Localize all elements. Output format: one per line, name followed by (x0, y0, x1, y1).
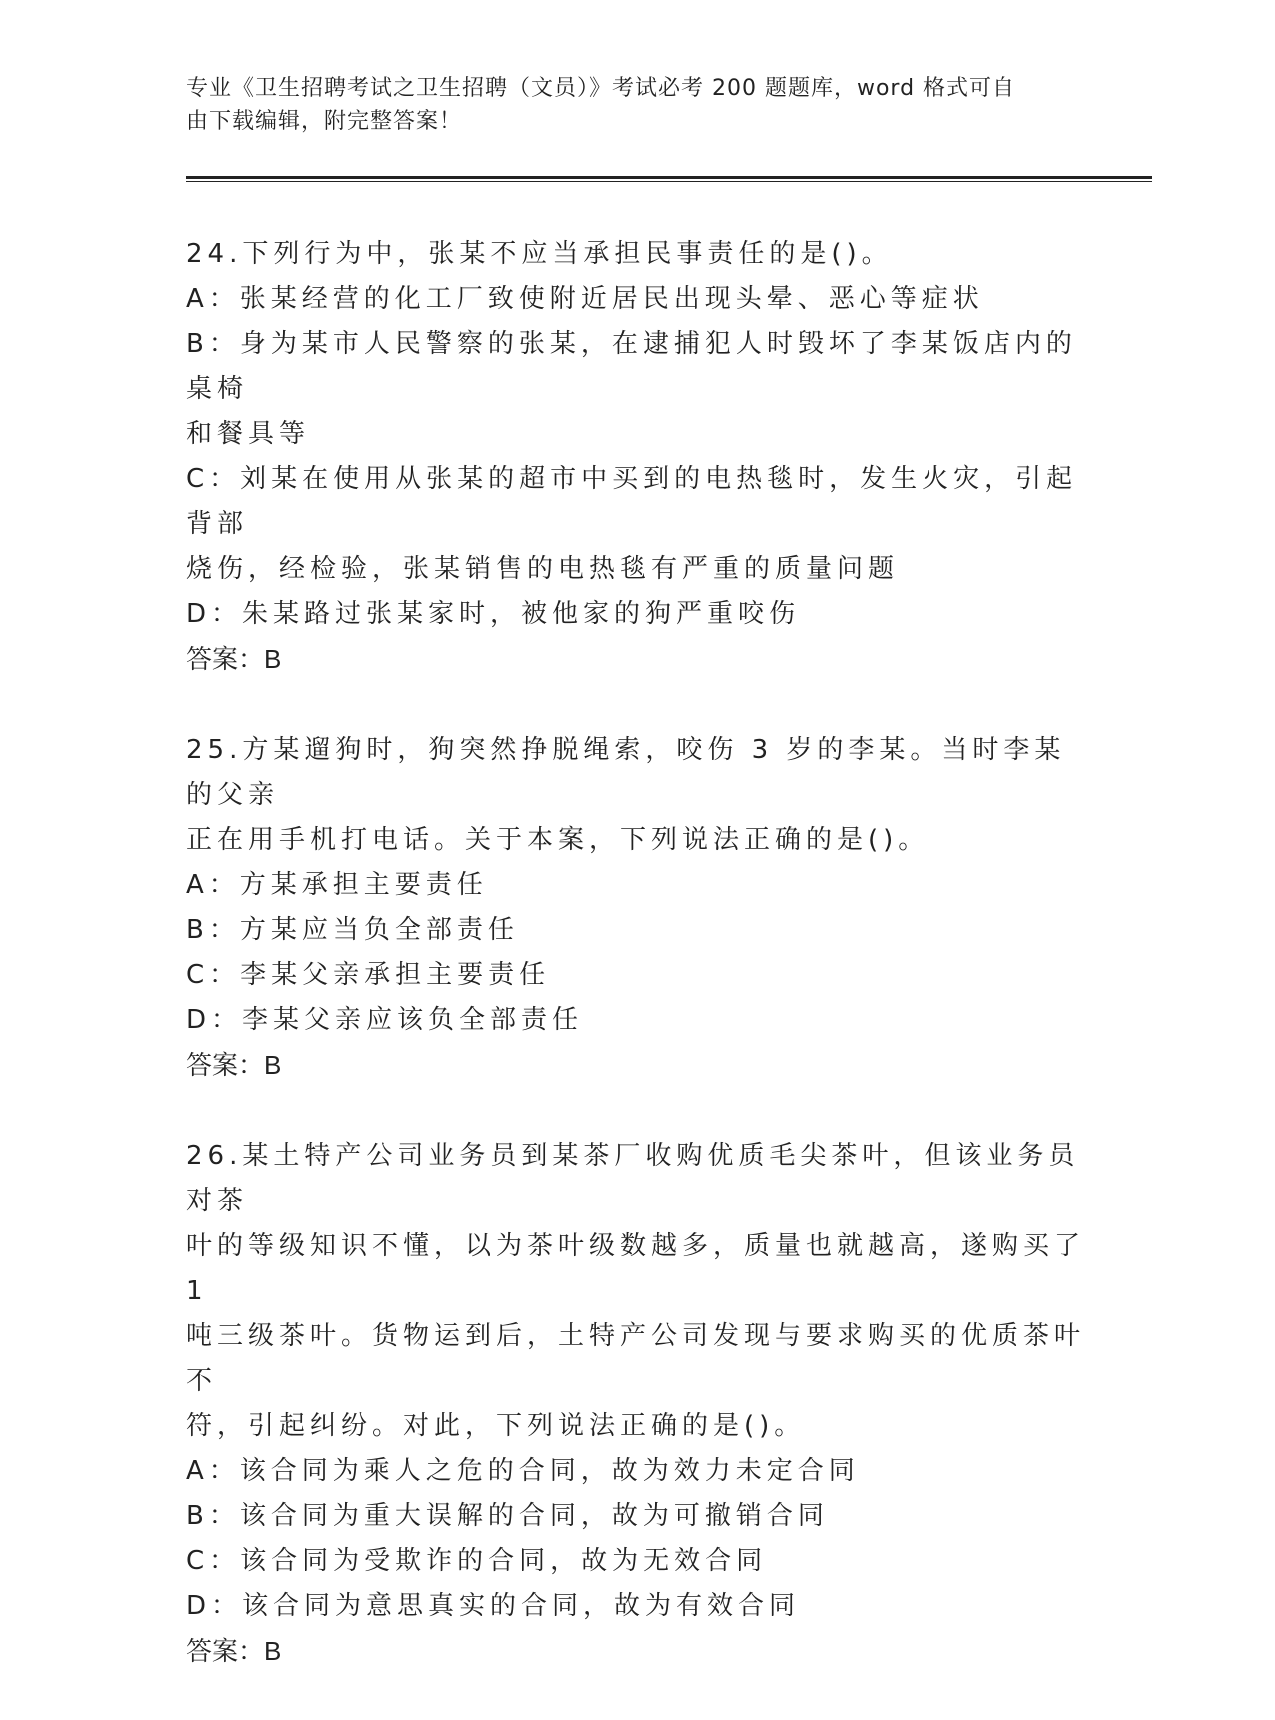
option-b: B：方某应当负全部责任 (186, 915, 519, 945)
header-line-2: 由下载编辑，附完整答案！ (186, 109, 463, 134)
header-divider-thick (186, 176, 1152, 179)
option-a: A：方某承担主要责任 (186, 870, 488, 900)
option-c: C：李某父亲承担主要责任 (186, 960, 551, 990)
question-24 (186, 232, 1086, 682)
question-stem-line: 吨三级茶叶。货物运到后，土特产公司发现与要求购买的优质茶叶不 (186, 1321, 1086, 1396)
option-c: C：刘某在使用从张某的超市中买到的电热毯时，发生火灾，引起背部 (186, 464, 1078, 539)
question-stem-line: 符，引起纠纷。对此，下列说法正确的是()。 (186, 1411, 806, 1441)
option-d: D：该合同为意思真实的合同，故为有效合同 (186, 1591, 801, 1621)
option-b-continued: 和餐具等 (186, 419, 311, 449)
option-c: C：该合同为受欺诈的合同，故为无效合同 (186, 1546, 768, 1576)
option-d: D：朱某路过张某家时，被他家的狗严重咬伤 (186, 599, 801, 629)
question-stem-line: 26.某土特产公司业务员到某茶厂收购优质毛尖茶叶，但该业务员对茶 (186, 1141, 1080, 1216)
answer-label: 答案：B (186, 644, 282, 674)
page-header (186, 72, 1066, 138)
question-26 (186, 1134, 1086, 1674)
option-c-continued: 烧伤，经检验，张某销售的电热毯有严重的质量问题 (186, 554, 900, 584)
question-stem-line: 25.方某遛狗时，狗突然挣脱绳索，咬伤 3 岁的李某。当时李某的父亲 (186, 735, 1066, 810)
answer-label: 答案：B (186, 1050, 282, 1080)
header-divider-thin (186, 181, 1152, 182)
answer-label: 答案：B (186, 1636, 282, 1666)
header-line-1: 专业《卫生招聘考试之卫生招聘（文员）》考试必考 200 题题库，word 格式可自 (186, 76, 1016, 101)
question-stem-line: 正在用手机打电话。关于本案，下列说法正确的是()。 (186, 825, 930, 855)
option-b: B：该合同为重大误解的合同，故为可撤销合同 (186, 1501, 829, 1531)
option-b: B：身为某市人民警察的张某，在逮捕犯人时毁坏了李某饭店内的桌椅 (186, 329, 1077, 404)
question-list (186, 232, 1086, 1720)
option-a: A：张某经营的化工厂致使附近居民出现头晕、恶心等症状 (186, 284, 984, 314)
question-stem-line: 叶的等级知识不懂，以为茶叶级数越多，质量也就越高，遂购买了 1 (186, 1231, 1086, 1306)
question-stem-line: 24.下列行为中，张某不应当承担民事责任的是()。 (186, 239, 893, 269)
option-d: D：李某父亲应该负全部责任 (186, 1005, 584, 1035)
question-25 (186, 728, 1086, 1088)
option-a: A：该合同为乘人之危的合同，故为效力未定合同 (186, 1456, 860, 1486)
